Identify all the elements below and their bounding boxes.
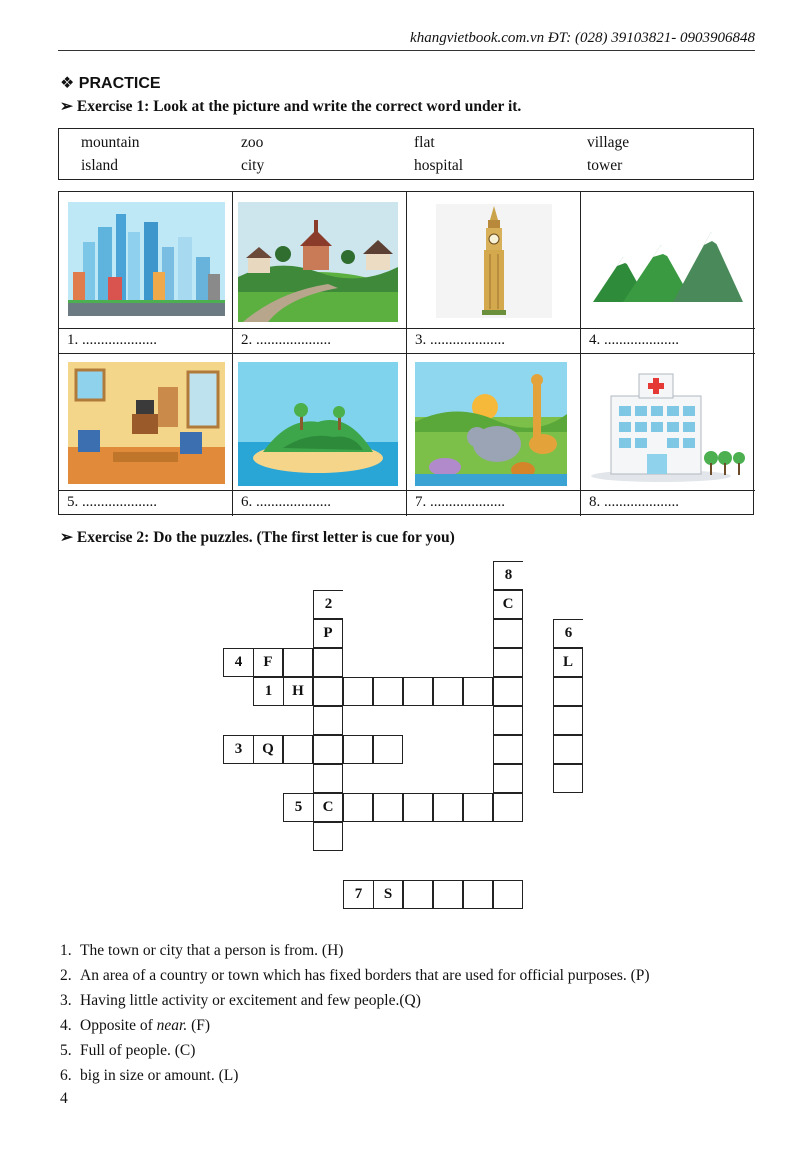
zoo-picture <box>415 362 567 486</box>
crossword-input-cell[interactable] <box>553 706 583 735</box>
clue-text: An area of a country or town which has fixed borders that are used for official purposes. (P) <box>80 967 650 984</box>
clue-text: Having little activity or excitement and few people.(Q) <box>80 992 421 1009</box>
picture-table <box>58 191 754 515</box>
crossword-input-cell[interactable] <box>313 677 343 706</box>
clue-number: 6. <box>60 1067 72 1084</box>
crossword-cue-cell: Q <box>253 735 283 764</box>
picture-cell-1 <box>59 192 233 329</box>
crossword-input-cell[interactable] <box>343 735 373 764</box>
flat-picture <box>68 362 225 484</box>
answer-blank-6[interactable]: 6. .................... <box>233 491 407 516</box>
crossword-input-cell[interactable] <box>283 735 313 764</box>
crossword-input-cell[interactable] <box>313 735 343 764</box>
crossword-cue-cell: S <box>373 880 403 909</box>
clue-text-post: (F) <box>187 1017 211 1034</box>
exercise2-title <box>60 528 455 547</box>
word-bank-item: city <box>241 157 265 174</box>
clue-item <box>60 1013 650 1038</box>
tower-picture <box>436 204 552 318</box>
clue-number: 3. <box>60 992 72 1009</box>
clue-item <box>60 963 650 988</box>
clue-item <box>60 1038 650 1063</box>
crossword-input-cell[interactable] <box>493 793 523 822</box>
clue-text: big in size or amount. (L) <box>80 1067 239 1084</box>
crossword-input-cell[interactable] <box>403 793 433 822</box>
exercise2-title-text: Exercise 2: Do the puzzles. (The first letter is cue for you) <box>76 529 455 546</box>
word-bank-item: tower <box>587 157 623 174</box>
clue-item <box>60 938 650 963</box>
crossword-input-cell[interactable] <box>553 764 583 793</box>
answer-blank-7[interactable]: 7. .................... <box>407 491 581 516</box>
crossword-cue-cell: F <box>253 648 283 677</box>
clue-number: 1. <box>60 942 72 959</box>
practice-title: PRACTICE <box>78 75 161 92</box>
crossword-input-cell[interactable] <box>343 793 373 822</box>
clue-item <box>60 988 650 1013</box>
picture-cell-8 <box>581 354 755 491</box>
crossword-input-cell[interactable] <box>403 677 433 706</box>
crossword-number-cell: 7 <box>343 880 373 909</box>
crossword-input-cell[interactable] <box>433 880 463 909</box>
crossword-input-cell[interactable] <box>433 677 463 706</box>
crossword-input-cell[interactable] <box>343 677 373 706</box>
clue-text: Full of people. (C) <box>80 1042 196 1059</box>
mountain-picture <box>593 227 743 307</box>
crossword-cue-cell: C <box>313 793 343 822</box>
crossword-cue-cell: H <box>283 677 313 706</box>
crossword-number-cell: 1 <box>253 677 283 706</box>
picture-cell-3 <box>407 192 581 329</box>
clue-text-pre: Opposite of <box>80 1017 157 1034</box>
crossword-input-cell[interactable] <box>313 764 343 793</box>
arrow-bullet-icon: ➢ <box>60 529 73 546</box>
clue-text: The town or city that a person is from. (H) <box>80 942 344 959</box>
crossword-number-cell: 6 <box>553 619 583 648</box>
crossword-input-cell[interactable] <box>493 764 523 793</box>
crossword-input-cell[interactable] <box>553 735 583 764</box>
exercise1-title-text: Exercise 1: Look at the picture and write the correct word under it. <box>76 98 522 115</box>
crossword-cue-cell: P <box>313 619 343 648</box>
picture-cell-2 <box>233 192 407 329</box>
crossword-input-cell[interactable] <box>313 706 343 735</box>
crossword-number-cell: 8 <box>493 561 523 590</box>
clue-number: 2. <box>60 967 72 984</box>
word-bank-item: village <box>587 134 630 151</box>
crossword-input-cell[interactable] <box>493 880 523 909</box>
word-bank-item: zoo <box>241 134 264 151</box>
word-bank-item: flat <box>414 134 435 151</box>
arrow-bullet-icon: ➢ <box>60 98 73 115</box>
picture-cell-4 <box>581 192 755 329</box>
page-header: khangvietbook.com.vn ĐT: (028) 39103821- 0903906848 <box>58 30 755 51</box>
answer-blank-1[interactable]: 1. .................... <box>59 329 233 354</box>
word-bank-item: island <box>81 157 119 174</box>
crossword-input-cell[interactable] <box>373 793 403 822</box>
crossword-number-cell: 4 <box>223 648 253 677</box>
crossword-input-cell[interactable] <box>373 735 403 764</box>
exercise1-title <box>60 97 521 116</box>
clue-item <box>60 1063 650 1088</box>
word-bank <box>58 128 754 180</box>
crossword-input-cell[interactable] <box>283 648 313 677</box>
clue-number: 5. <box>60 1042 72 1059</box>
word-bank-item: mountain <box>81 134 140 151</box>
crossword-input-cell[interactable] <box>553 677 583 706</box>
crossword-input-cell[interactable] <box>463 677 493 706</box>
crossword-input-cell[interactable] <box>493 677 523 706</box>
hospital-picture <box>591 368 746 483</box>
crossword-input-cell[interactable] <box>433 793 463 822</box>
crossword-number-cell: 5 <box>283 793 313 822</box>
city-picture <box>68 202 225 316</box>
crossword-input-cell[interactable] <box>493 648 523 677</box>
picture-cell-6 <box>233 354 407 491</box>
clue-text-emphasis: near. <box>156 1017 188 1034</box>
answer-blank-2[interactable]: 2. .................... <box>233 329 407 354</box>
crossword-input-cell[interactable] <box>313 822 343 851</box>
clue-list <box>60 938 650 1088</box>
word-bank-item: hospital <box>414 157 464 174</box>
practice-heading <box>60 73 161 93</box>
answer-blank-8[interactable]: 8. .................... <box>589 494 679 510</box>
crossword-input-cell[interactable] <box>493 619 523 648</box>
clue-number: 4. <box>60 1017 72 1034</box>
crossword-number-cell: 2 <box>313 590 343 619</box>
crossword-cue-cell: L <box>553 648 583 677</box>
crossword-input-cell[interactable] <box>463 880 493 909</box>
crossword-input-cell[interactable] <box>373 677 403 706</box>
diamond-bullet-icon: ❖ <box>60 75 75 92</box>
crossword-input-cell[interactable] <box>313 648 343 677</box>
crossword-number-cell: 3 <box>223 735 253 764</box>
answer-blank-4[interactable]: 4. .................... <box>581 329 755 354</box>
page-number: 4 <box>60 1090 68 1107</box>
crossword-input-cell[interactable] <box>493 735 523 764</box>
answer-blank-5[interactable]: 5. .................... <box>59 491 233 516</box>
crossword-input-cell[interactable] <box>493 706 523 735</box>
picture-cell-7 <box>407 354 581 491</box>
crossword-input-cell[interactable] <box>463 793 493 822</box>
village-picture <box>238 202 398 322</box>
crossword-input-cell[interactable] <box>403 880 433 909</box>
crossword-cue-cell: C <box>493 590 523 619</box>
answer-blank-3[interactable]: 3. .................... <box>407 329 581 354</box>
picture-cell-5 <box>59 354 233 491</box>
island-picture <box>238 362 398 486</box>
